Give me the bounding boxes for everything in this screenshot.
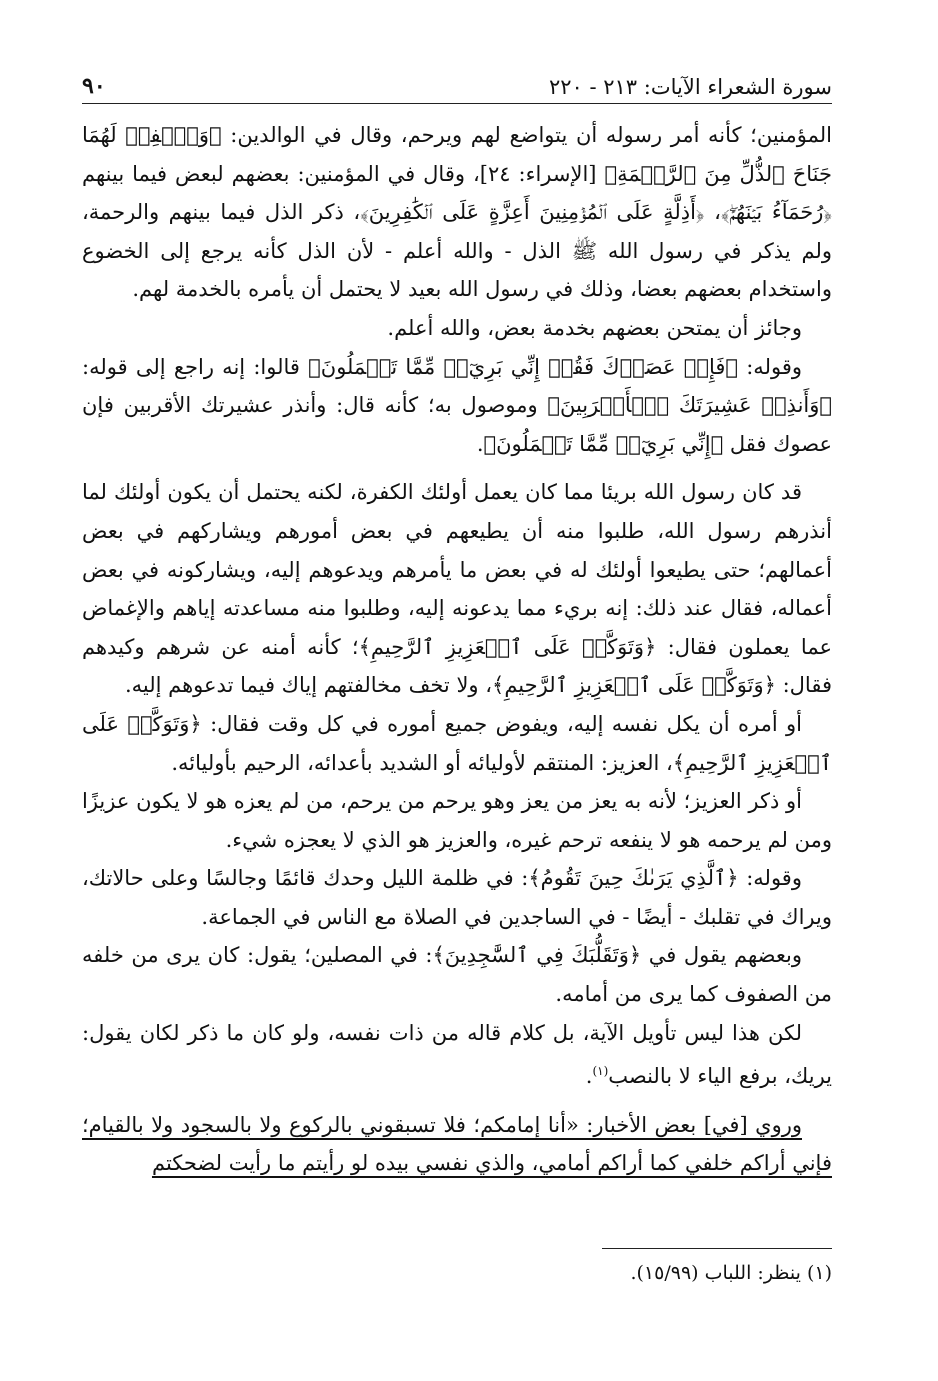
- paragraph-10: وروي [في] بعض الأخبار: «أنا إمامكم؛ فلا تسبقوني بالركوع ولا بالسجود ولا بالقيام؛ فإني أراكم خلفي كما أراكم أمامي، والذي نفسي بيده لو رأيتم ما رأيت لضحكتم: [82, 1112, 832, 1176]
- paragraph-1: المؤمنين؛ كأنه أمر رسوله أن يتواضع لهم ويرحم، وقال في الوالدين: ﴿وَٱخۡفِضۡ لَهُمَا جَنَاحَ ٱلذُّلِّ مِنَ ٱلرَّحۡمَةِ﴾ [الإسراء: ٢٤]، وقال في المؤمنين: بعضهم لبعض فيما بينهم ﴿رُحَمَآءُ بَيۡنَهُمۡۖ﴾، ﴿أَذِلَّةٍ عَلَى ٱلۡمُؤۡمِنِينَ أَعِزَّةٍ عَلَى ٱلۡكَٰفِرِينَ﴾، ذكر الذل فيما بينهم والرحمة، ولم يذكر في رسول الله ﷺ الذل - والله أعلم - لأن الذل كأنه يرجع إلى الخضوع واستخدام بعضهم بعضا، وذلك في رسول الله بعيد لا يحتمل أن يأمره بالخدمة لهم.: [82, 123, 832, 302]
- paragraph-9-text: لكن هذا ليس تأويل الآية، بل كلام قاله من ذات نفسه، ولو كان ما ذكر لكان يقول: يريك، برفع الياء لا بالنصب: [82, 1020, 832, 1089]
- page-body: [82, 116, 832, 1183]
- footnote: (١) ينظر: اللباب (١٥/٩٩).: [630, 1262, 832, 1284]
- page-header: [82, 60, 832, 104]
- page-number: ٩٠: [82, 73, 106, 99]
- footnote-divider: [602, 1248, 832, 1249]
- footnote-marker: (١): [592, 1064, 609, 1079]
- paragraph-5: أو أمره أن يكل نفسه إليه، ويفوض جميع أموره في كل وقت فقال: ﴿وَتَوَكَّلۡ عَلَى ٱلۡعَزِيزِ ٱلرَّحِيمِ﴾، العزيز: المنتقم لأوليائه أو الشديد بأعدائه، الرحيم بأوليائه.: [82, 711, 832, 775]
- paragraph-6: أو ذكر العزيز؛ لأنه به يعز من يعز وهو يرحم من يرحم، من لم يعزه هو لا يكون عزيزًا ومن لم يرحمه هو لا ينفعه ترحم غيره، والعزيز هو الذي لا يعجزه شيء.: [82, 789, 832, 852]
- running-title: سورة الشعراء الآيات: ٢١٣ - ٢٢٠: [548, 75, 832, 99]
- paragraph-3: وقوله: ﴿فَإِنۡ عَصَوۡكَ فَقُلۡ إِنِّي بَرِيٓءٞ مِّمَّا تَعۡمَلُونَ﴾ قالوا: إنه راجع إلى قوله: ﴿وَأَنذِرۡ عَشِيرَتَكَ ٱلۡأَقۡرَبِينَ﴾ وموصول به؛ كأنه قال: وأنذر عشيرتك الأقربين فإن عصوك فقل ﴿إِنِّي بَرِيٓءٞ مِّمَّا تَعۡمَلُونَ﴾.: [82, 354, 832, 456]
- paragraph-9: لكن هذا ليس تأويل الآية، بل كلام قاله من ذات نفسه، ولو كان ما ذكر لكان يقول: يريك، برفع الياء لا بالنصب$^{(١)}$.: [82, 1020, 832, 1089]
- paragraph-8: وبعضهم يقول في ﴿وَتَقَلُّبَكَ فِي ٱلسَّٰجِدِينَ﴾: في المصلين؛ يقول: كان يرى من خلفه من الصفوف كما يرى من أمامه.: [82, 943, 832, 1007]
- paragraph-7: وقوله: ﴿ٱلَّذِي يَرَىٰكَ حِينَ تَقُومُ﴾: في ظلمة الليل وحدك قائمًا وجالسًا وعلى حالاتك، ويراك في تقلبك - أيضًا - في الساجدين في الصلاة مع الناس في الجماعة.: [82, 866, 832, 929]
- paragraph-2: وجائز أن يمتحن بعضهم بخدمة بعض، والله أعلم.: [387, 315, 802, 340]
- paragraph-4: قد كان رسول الله بريئا مما كان يعمل أولئك الكفرة، لكنه يحتمل أن يكون أولئك لما أنذرهم رسول الله، طلبوا منه أن يطيعهم في بعض أمورهم ويشاركهم في بعض أعمالهم؛ حتى يطيعوا أولئك له في بعض ما يأمرهم ويدعوهم إليه، ويشاركونه في بعض أعماله، فقال عند ذلك: إنه بريء مما يدعونه إليه، وطلبوا منه مساعدته إياهم والإغماض عما يعملون فقال: ﴿وَتَوَكَّلۡ عَلَى ٱلۡعَزِيزِ ٱلرَّحِيمِ﴾؛ كأنه أمنه عن شرهم وكيدهم فقال: ﴿وَتَوَكَّلۡ عَلَى ٱلۡعَزِيزِ ٱلرَّحِيمِ﴾، ولا تخف مخالفتهم إياك فيما تدعوهم إليه.: [82, 480, 832, 698]
